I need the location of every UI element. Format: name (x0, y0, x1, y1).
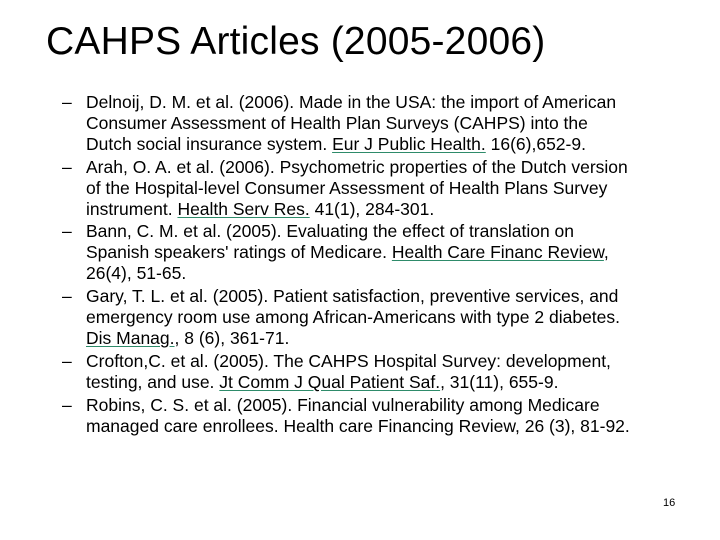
reference-text: instrument. (86, 198, 178, 219)
reference-text: of the Hospital-level Consumer Assessment of Health Plans Survey (86, 177, 608, 198)
page-number: 16 (663, 497, 676, 509)
reference-text: 41(1), 284-301. (309, 198, 435, 219)
reference-line (86, 328, 716, 349)
bullet-dash: – (62, 221, 72, 242)
bullet-dash: – (62, 394, 72, 415)
reference-line (86, 307, 716, 328)
reference-text: 26(4), 51-65. (86, 263, 187, 284)
reference-line (86, 372, 716, 393)
reference-text: Consumer Assessment of Health Plan Surveys (CAHPS) into the (86, 112, 588, 133)
reference-line (86, 221, 716, 242)
journal-link[interactable]: Eur J Public Health. (332, 133, 486, 154)
reference-text: Crofton,C. et al. (2005). The CAHPS Hospital Survey: development, (86, 350, 611, 371)
reference-text: Delnoij, D. M. et al. (2006). Made in the USA: the import of American (86, 92, 617, 112)
reference-item (0, 286, 720, 349)
reference-line (86, 416, 716, 437)
reference-text: testing, and use. (86, 371, 220, 392)
reference-line (86, 242, 716, 263)
bullet-dash: – (62, 156, 72, 177)
reference-line (86, 92, 716, 113)
reference-text: Spanish speakers' ratings of Medicare. (86, 242, 392, 263)
journal-link[interactable]: Dis Manag. (86, 327, 175, 348)
reference-text: 16(6),652-9. (485, 133, 586, 154)
reference-text: , (603, 242, 609, 263)
reference-item (0, 92, 720, 155)
bullet-dash: – (62, 92, 72, 112)
reference-line (86, 134, 716, 155)
slide-title: CAHPS Articles (2005-2006) (46, 20, 546, 63)
reference-item (0, 157, 720, 220)
reference-line (86, 263, 716, 284)
reference-list (0, 92, 720, 439)
reference-text: managed care enrollees. Health care Financing Review, 26 (3), 81-92. (86, 415, 630, 436)
reference-text: Arah, O. A. et al. (2006). Psychometric properties of the Dutch version (86, 156, 628, 177)
reference-line (86, 157, 716, 178)
reference-text: , 31(11), 655-9. (440, 371, 559, 392)
journal-link[interactable]: Jt Comm J Qual Patient Saf. (219, 371, 441, 392)
reference-line (86, 113, 716, 134)
bullet-dash: – (62, 286, 72, 307)
reference-line (86, 286, 716, 307)
reference-line (86, 351, 716, 372)
reference-line (86, 199, 716, 220)
reference-line (86, 178, 716, 199)
bullet-dash: – (62, 350, 72, 371)
journal-link[interactable]: Health Serv Res. (177, 198, 310, 219)
reference-text: Dutch social insurance system. (86, 133, 333, 154)
reference-text: emergency room use among African-Americans with type 2 diabetes. (86, 307, 621, 328)
reference-item (0, 351, 720, 393)
reference-text: Gary, T. L. et al. (2005). Patient satisfaction, preventive services, and (86, 286, 619, 307)
journal-link[interactable]: Health Care Financ Review (391, 242, 604, 263)
reference-item (0, 221, 720, 284)
reference-item (0, 395, 720, 437)
reference-text: Robins, C. S. et al. (2005). Financial vulnerability among Medicare (86, 394, 600, 415)
reference-text: Bann, C. M. et al. (2005). Evaluating the effect of translation on (86, 221, 575, 242)
reference-text: , 8 (6), 361-71. (174, 327, 290, 348)
reference-line (86, 395, 716, 416)
